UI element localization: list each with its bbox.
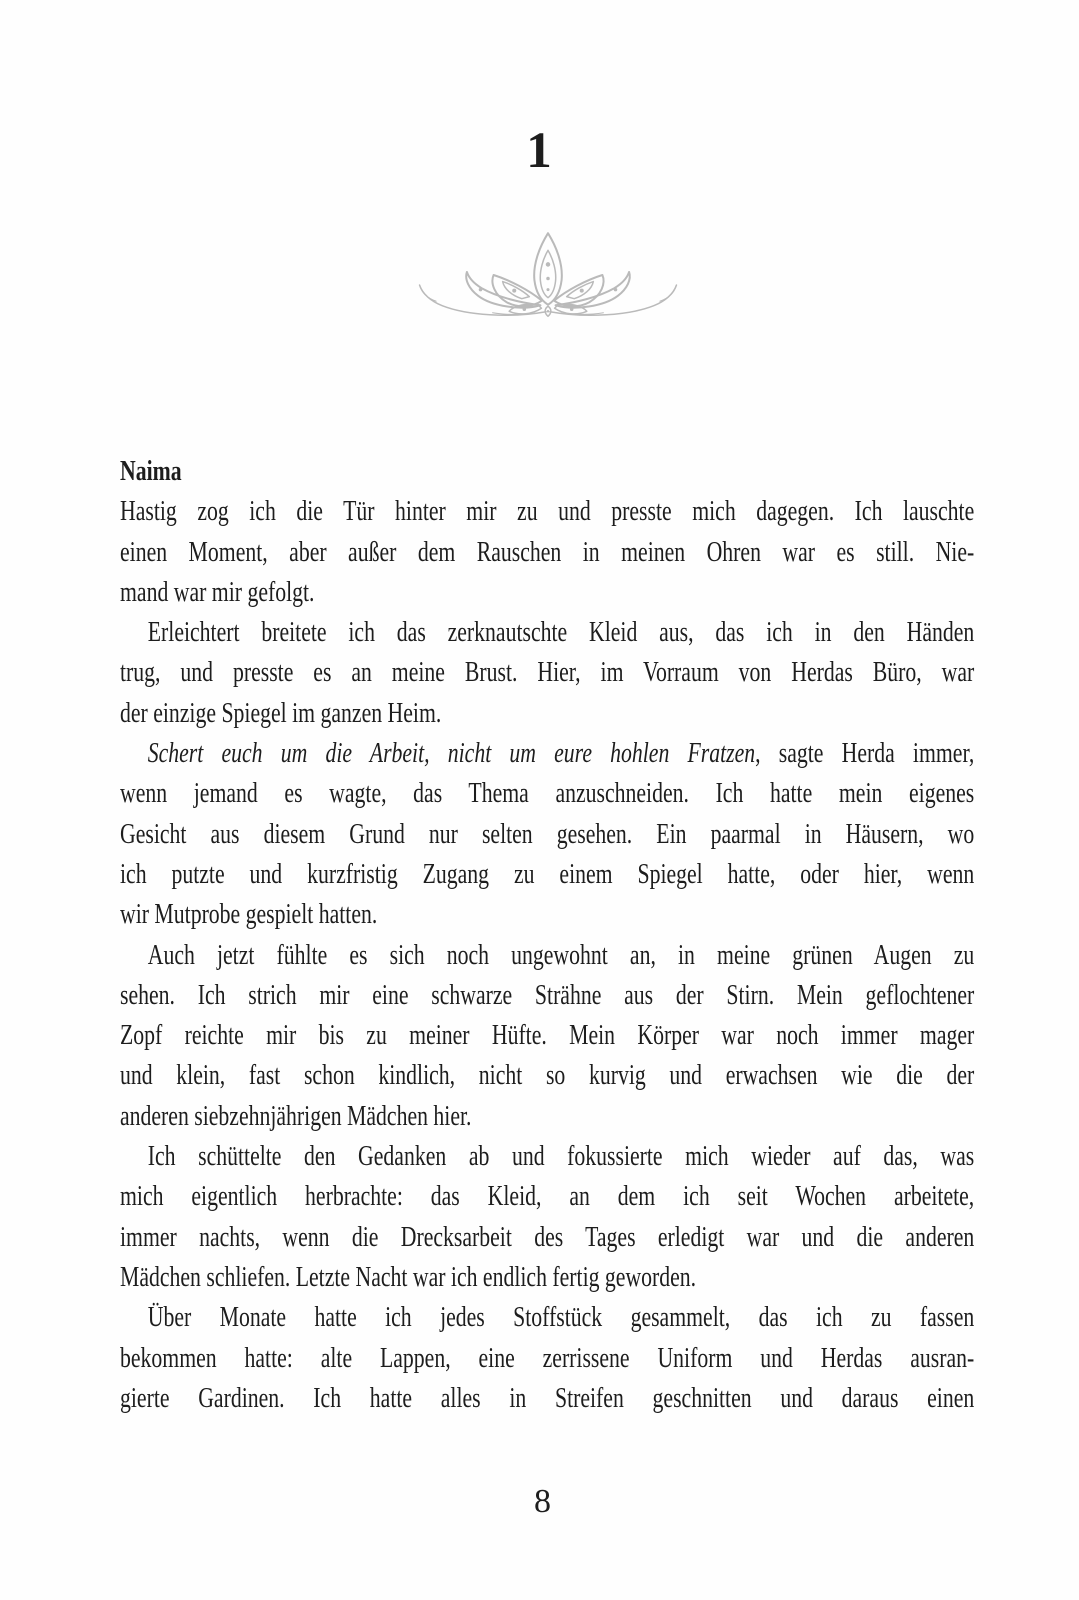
text-line xyxy=(120,773,974,813)
text-segment: Zopf reichte mir bis zu meiner Hüfte. Mein Körper war noch immer mager xyxy=(120,1019,975,1052)
text-segment: Mädchen schliefen. Letzte Nacht war ich endlich fertig geworden. xyxy=(120,1260,697,1293)
text-segment: der einzige Spiegel im ganzen Heim. xyxy=(120,696,442,729)
text-segment: und klein, fast schon kindlich, nicht so kurvig und erwachsen wie die der xyxy=(120,1059,975,1092)
text-segment: wir Mutprobe gespielt hatten. xyxy=(120,898,378,931)
text-line xyxy=(120,1297,974,1337)
section-heading: Naima xyxy=(120,455,182,487)
text-line xyxy=(120,1055,974,1095)
text-segment: trug, und presste es an meine Brust. Hier, im Vorraum von Herdas Büro, war xyxy=(120,656,975,689)
text-line xyxy=(120,733,974,773)
text-segment: Ich schüttelte den Gedanken ab und fokussierte mich wieder auf das, was xyxy=(147,1140,975,1173)
text-line xyxy=(120,652,974,692)
text-line xyxy=(120,1176,974,1216)
lotus-flourish-icon xyxy=(412,226,684,322)
text-segment: mand war mir gefolgt. xyxy=(120,575,315,608)
text-segment: anderen siebzehnjährigen Mädchen hier. xyxy=(120,1099,472,1132)
body-text xyxy=(120,491,974,1418)
text-segment: mich eigentlich herbrachte: das Kleid, an dem ich seit Wochen arbeitete, xyxy=(120,1180,975,1213)
text-line xyxy=(120,572,974,612)
text-column xyxy=(120,451,974,1418)
text-segment: einen Moment, aber außer dem Rauschen in meinen Ohren war es still. Nie- xyxy=(120,535,975,568)
text-line xyxy=(120,1378,974,1418)
text-line xyxy=(120,1136,974,1176)
text-segment: ich putzte und kurzfristig Zugang zu einem Spiegel hatte, oder hier, wenn xyxy=(120,857,975,890)
text-line xyxy=(120,491,974,531)
text-segment: Gesicht aus diesem Grund nur selten gesehen. Ein paarmal in Häusern, wo xyxy=(120,817,975,850)
text-segment: immer nachts, wenn die Drecksarbeit des Tages erledigt war und die anderen xyxy=(120,1220,975,1253)
chapter-ornament xyxy=(412,226,684,322)
text-segment: bekommen hatte: alte Lappen, eine zerrissene Uniform und Herdas ausran- xyxy=(120,1341,975,1374)
text-segment: Erleichtert breitete ich das zerknautschte Kleid aus, das ich in den Händen xyxy=(147,616,975,649)
text-line xyxy=(120,693,974,733)
text-line xyxy=(120,854,974,894)
text-line xyxy=(120,894,974,934)
text-line xyxy=(120,1217,974,1257)
text-line xyxy=(120,1257,974,1297)
text-segment: wenn jemand es wagte, das Thema anzuschneiden. Ich hatte mein eigenes xyxy=(120,777,975,810)
text-segment: Auch jetzt fühlte es sich noch ungewohnt an, in meine grünen Augen zu xyxy=(147,938,975,971)
italic-text-segment: Schert euch um die Arbeit, nicht um eure hohlen Fratzen xyxy=(147,737,756,770)
text-segment: Über Monate hatte ich jedes Stoffstück gesammelt, das ich zu fassen xyxy=(147,1301,975,1334)
text-line xyxy=(120,1015,974,1055)
chapter-number: 1 xyxy=(526,123,553,179)
text-line xyxy=(120,1338,974,1378)
text-segment: , sagte Herda immer, xyxy=(755,737,975,770)
page-number: 8 xyxy=(534,1483,551,1520)
text-segment: sehen. Ich strich mir eine schwarze Strähne aus der Stirn. Mein geflochtener xyxy=(120,978,975,1011)
text-line xyxy=(120,975,974,1015)
text-segment: gierte Gardinen. Ich hatte alles in Streifen geschnitten und daraus einen xyxy=(120,1381,975,1414)
text-segment: Hastig zog ich die Tür hinter mir zu und presste mich dagegen. Ich lauschte xyxy=(120,495,975,528)
text-line xyxy=(120,532,974,572)
text-line xyxy=(120,814,974,854)
text-line xyxy=(120,1096,974,1136)
text-line xyxy=(120,935,974,975)
text-line xyxy=(120,612,974,652)
